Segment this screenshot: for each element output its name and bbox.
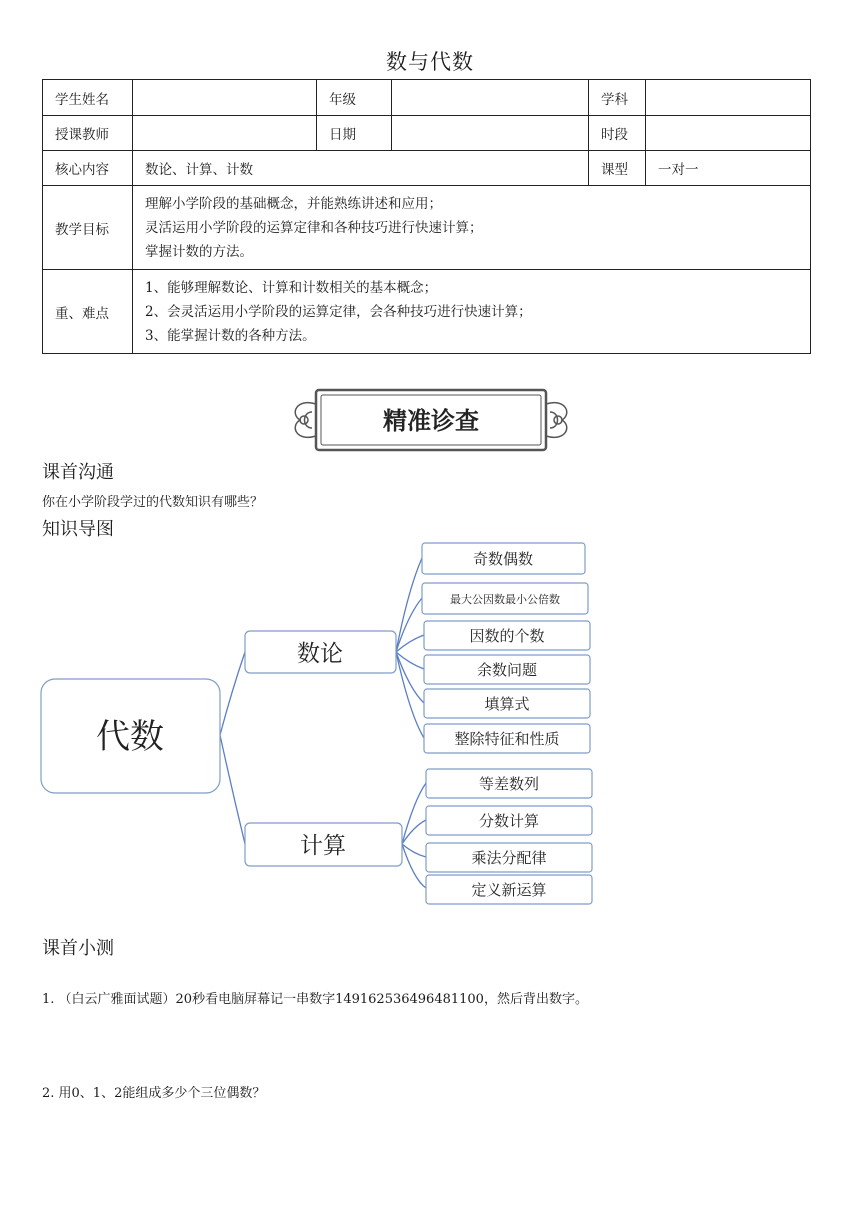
branch-label-number-theory: 数论: [297, 641, 343, 667]
type-value: 一对一: [646, 151, 811, 186]
mindmap-heading: 知识导图: [42, 519, 114, 540]
core-label: 核心内容: [43, 151, 133, 186]
page-title: 数与代数: [386, 50, 474, 74]
connector: [396, 635, 424, 652]
grade-label: 年级: [317, 80, 392, 116]
connector: [402, 844, 426, 888]
connector: [396, 598, 422, 652]
key-item: 1、能够理解数论、计算和计数相关的基本概念；: [145, 279, 438, 296]
goal-item: 掌握计数的方法。: [145, 243, 253, 260]
key-item: 2、会灵活运用小学阶段的运算定律，会各种技巧进行快速计算；: [145, 303, 532, 320]
connector: [396, 652, 424, 703]
communication-question: 你在小学阶段学过的代数知识有哪些？: [42, 495, 264, 510]
communication-heading: 课首沟通: [42, 462, 114, 483]
period-label: 时段: [589, 116, 646, 151]
teacher-label: 授课教师: [43, 116, 133, 151]
core-value: 数论、计算、计数: [133, 151, 589, 186]
leaf-label: 整除特征和性质: [454, 730, 560, 748]
leaf-label: 奇数偶数: [472, 550, 534, 568]
key-label: 重、难点: [43, 270, 133, 354]
connector: [396, 652, 424, 669]
leaf-label: 因数的个数: [469, 627, 545, 645]
root-label: 代数: [96, 717, 164, 757]
branch-label-calculation: 计算: [300, 833, 346, 859]
quiz-heading: 课首小测: [42, 938, 114, 959]
leaf-label: 分数计算: [478, 812, 540, 830]
leaf-label: 定义新运算: [471, 881, 547, 899]
connector: [396, 652, 424, 738]
date-label: 日期: [317, 116, 392, 151]
quiz-question-1: 1. （白云广雅面试题）20秒看电脑屏幕记一串数字149162536496481100，然后背出数字。: [42, 992, 588, 1007]
connector: [220, 735, 245, 844]
leaf-label: 最大公因数最小公倍数: [450, 593, 560, 606]
goal-item: 灵活运用小学阶段的运算定律和各种技巧进行快速计算；: [145, 219, 483, 236]
student-label: 学生姓名: [43, 80, 133, 116]
goals-label: 教学目标: [43, 186, 133, 270]
quiz-question-2: 2. 用0、1、2能组成多少个三位偶数？: [42, 1086, 266, 1101]
leaf-label: 等差数列: [478, 775, 540, 793]
banner-text: 精准诊查: [383, 407, 479, 435]
key-item: 3、能掌握计数的各种方法。: [145, 327, 316, 344]
leaf-label: 填算式: [484, 695, 530, 713]
goal-item: 理解小学阶段的基础概念，并能熟练讲述和应用；: [145, 195, 442, 212]
connector: [402, 783, 426, 844]
leaf-label: 乘法分配律: [471, 849, 547, 867]
type-label: 课型: [589, 151, 646, 186]
subject-label: 学科: [589, 80, 646, 116]
leaf-label: 余数问题: [476, 661, 538, 679]
connector: [220, 652, 245, 735]
